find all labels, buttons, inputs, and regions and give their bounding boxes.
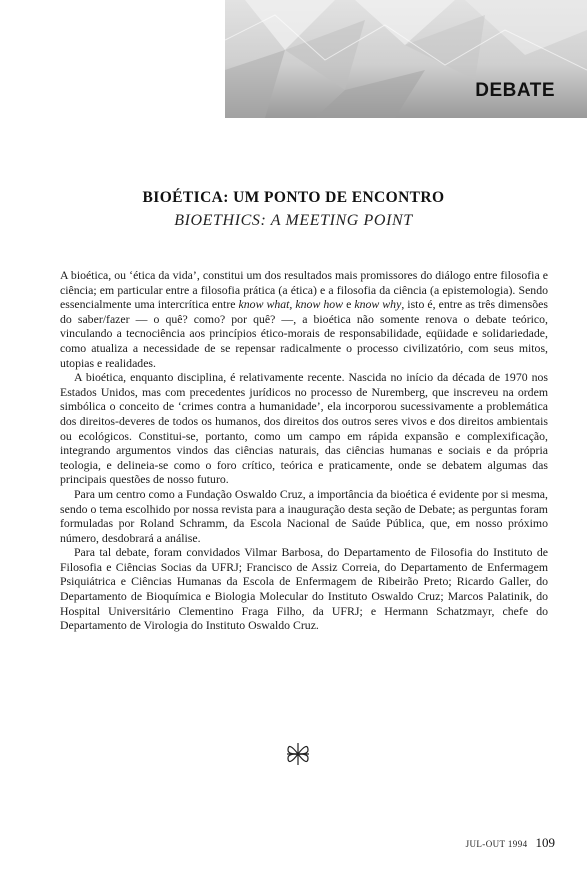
p1-text-a: A bioética, ou ‘ética da vida’, constitui um dos resultados mais promissores do diálogo entre filosofia e ciência; em particular entre a filosofia prática (a ética) e a filosofia da ciência (a epistemologia). Sendo essencialmente uma intercrítica entre — [60, 268, 548, 312]
article-title-english: BIOETHICS: A MEETING POINT — [174, 212, 413, 229]
decorative-ornament-icon — [284, 740, 312, 768]
p1-text-c: e — [343, 297, 355, 312]
p1-text-e: , isto é, entre as três dimensões do saber/fazer — o quê? como? por quê? —, a bioética não somente renova o debate teórico, vinculando a tecnociência aos princípios ético-morais de responsabilidade, eqüidade e solidariedade, como atualiza a necessidade de se repensar radicalmente o processo civilizatório, com seus mitos, utopias e realidades. — [60, 297, 548, 370]
page-number: 109 — [535, 835, 555, 850]
p1-italic-know-what-how: know what, know how — [238, 297, 344, 312]
issue-date: JUL-OUT 1994 — [465, 839, 528, 849]
page-footer — [466, 835, 555, 851]
body-paragraph-2: A bioética, enquanto disciplina, é relativamente recente. Nascida no início da década de 1970 nos Estados Unidos, mas com precedentes jurídicos no processo de Nuremberg, que inscreveu na ordem simbólica o conceito de ‘crimes contra a humanidade’, ela incorporou sucessivamente a problemática dos direitos-deveres de todos os humanos, dos direitos dos outros seres vivos e dos direitos ambientais ou ecológicos. Constitui-se, portanto, como um campo em rápida expansão e complexificação, integrando argumentos vindos das ciências naturais, das ciências humanas e sociais e da própria teologia, e delineia-se como o foro crítico, teórica e praticamente, onde se debatem algumas das principais questões de nosso futuro. — [60, 370, 548, 487]
body-paragraph-3: Para um centro como a Fundação Oswaldo Cruz, a importância da bioética é evidente por si mesma, sendo o tema escolhido por nossa revista para a inauguração desta seção de Debate; as perguntas foram formuladas por Roland Schramm, da Escola Nacional de Saúde Pública, que, em nosso próximo número, desdobrará a análise. — [60, 486, 548, 545]
p1-italic-know-why: know why — [354, 297, 402, 312]
section-label: DEBATE — [475, 80, 555, 101]
article-title-block — [0, 187, 587, 231]
body-paragraph-4: Para tal debate, foram convidados Vilmar Barbosa, do Departamento de Filosofia do Instituto de Filosofia e Ciências Socias da UFRJ; Francisco de Assiz Correia, do Departamento de Enfermagem Psiquiátrica e Ciências Humanas da Escola de Enfermagem de Ribeirão Preto; Ricardo Galler, do Departamento de Bioquímica e Biologia Molecular do Instituto Oswaldo Cruz; Marcos Palatinik, do Hospital Universitário Clementino Fraga Filho, da UFRJ; e Hermann Schatzmayr, chefe do Departamento de Virologia do Instituto Oswaldo Cruz. — [60, 545, 548, 633]
body-paragraph-1 — [60, 268, 548, 370]
article-title-portuguese: BIOÉTICA: UM PONTO DE ENCONTRO — [142, 189, 445, 206]
article-body — [60, 268, 548, 633]
